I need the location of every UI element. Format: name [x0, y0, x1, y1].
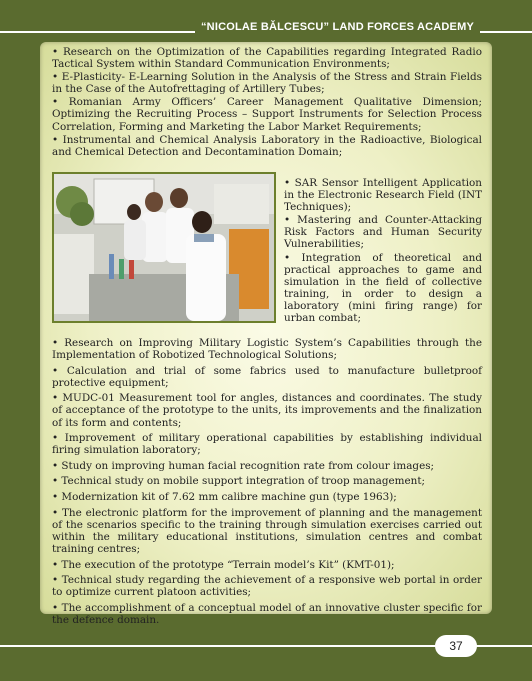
list-item: • Romanian Army Officers’ Career Management Qualitative Dimension; Optimizing the Recruiting Process – Support Instruments for Selection Process Correlation, Forming and Marketing the Labor Market Requirements;: [52, 96, 482, 133]
header-title: “NICOLAE BĂLCESCU” LAND FORCES ACADEMY: [195, 20, 480, 34]
page-number-badge: 37: [435, 635, 477, 657]
list-item: • Modernization kit of 7.62 mm calibre machine gun (type 1963);: [52, 491, 397, 504]
list-item: • Study on improving human facial recognition rate from colour images;: [52, 459, 435, 472]
projects-list-bottom: [52, 337, 482, 629]
list-item: • The execution of the prototype “Terrain model’s Kit” (KMT-01);: [52, 558, 395, 571]
list-item: • Instrumental and Chemical Analysis Laboratory in the Radioactive, Biological and Chemical Detection and Decontamination Domain;: [52, 133, 482, 158]
list-item: • The accomplishment of a conceptual model of an innovative cluster specific for the defence domain.: [52, 601, 482, 626]
projects-list-top: [52, 46, 482, 159]
list-item: • Technical study on mobile support integration of troop management;: [52, 475, 426, 488]
list-item: • Technical study regarding the achievement of a responsive web portal in order to optimize current platoon activities;: [52, 574, 482, 599]
page-header: [0, 0, 532, 42]
list-item: • Calculation and trial of some fabrics used to manufacture bulletproof protective equipment;: [52, 364, 482, 389]
list-item: • E-Plasticity- E-Learning Solution in the Analysis of the Stress and Strain Fields in the Case of the Autofrettaging of Artillery Tubes;: [52, 71, 482, 96]
list-item: • Research on Improving Military Logistic System’s Capabilities through the Implementation of Robotized Technological Solutions;: [52, 337, 482, 362]
projects-list-side: [284, 177, 482, 325]
list-item: • The electronic platform for the improvement of planning and the management of the scenarios specific to the training through simulation exercises carried out within the military educational institutions, simulation centres and combat training centres;: [52, 506, 482, 555]
list-item: • Research on the Optimization of the Capabilities regarding Integrated Radio Tactical System within Standard Communication Environments;: [52, 46, 482, 71]
list-item: • MUDC-01 Measurement tool for angles, distances and coordinates. The study of acceptance of the prototype to the units, its improvements and the finalization of its form and contents;: [52, 392, 482, 429]
list-item: • SAR Sensor Intelligent Application in the Electronic Research Field (INT Techniques);: [284, 177, 482, 214]
list-item: • Mastering and Counter-Attacking Risk Factors and Human Security Vulnerabilities;: [284, 214, 482, 251]
list-item: • Integration of theoretical and practical approaches to game and simulation in the field of collective training, in order to design a laboratory (mini firing range) for urban combat;: [284, 251, 482, 325]
laboratory-photo: [52, 172, 276, 323]
laboratory-photo-illustration: [54, 174, 274, 321]
list-item: • Improvement of military operational capabilities by establishing individual firing simulation laboratory;: [52, 432, 482, 457]
